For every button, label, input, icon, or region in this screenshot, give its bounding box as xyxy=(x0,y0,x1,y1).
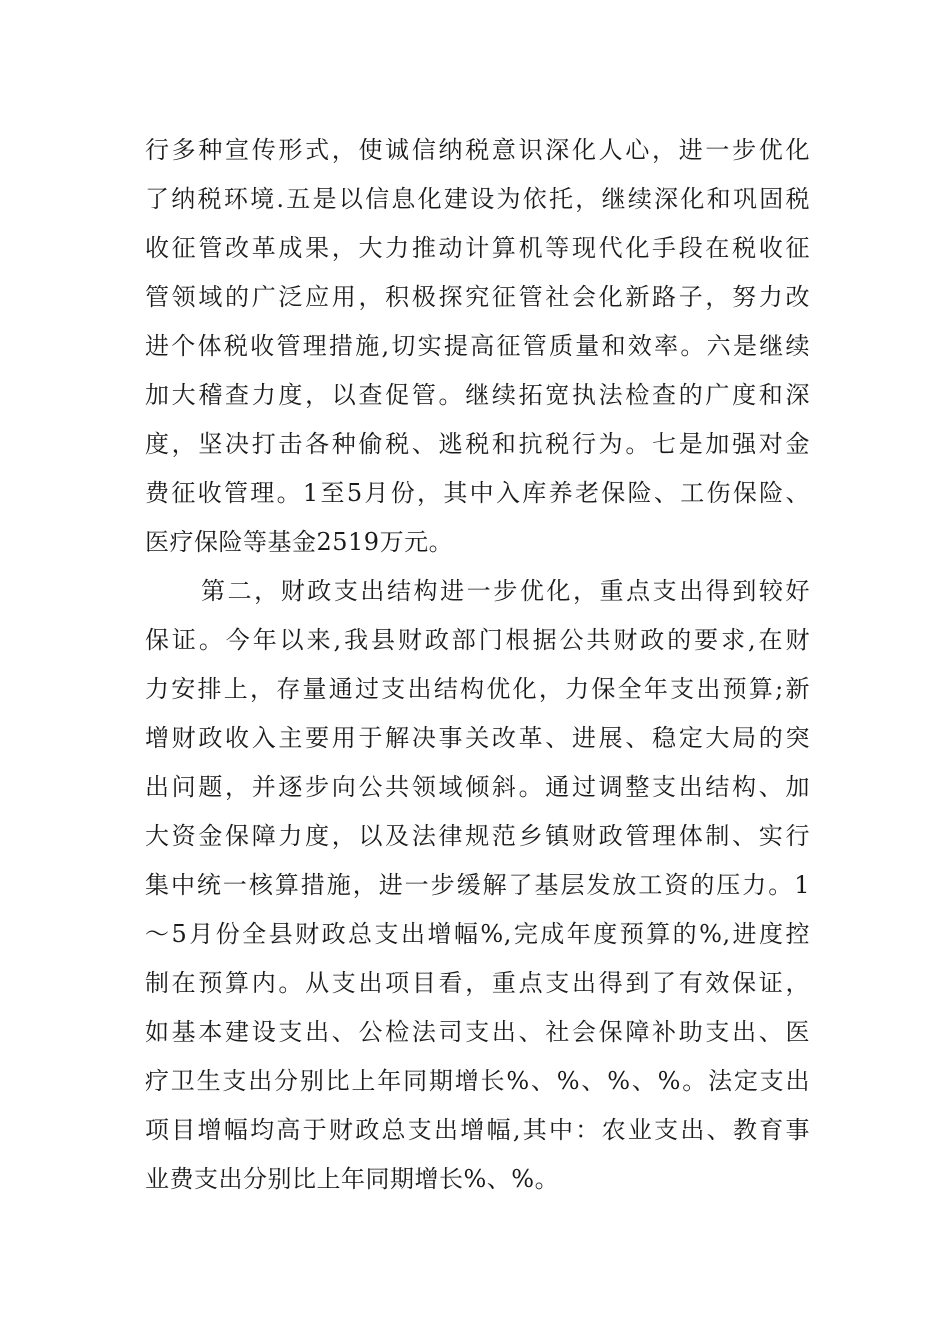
text-line: 集中统一核算措施，进一步缓解了基层发放工资的压力。1 xyxy=(145,871,810,899)
text-line: 收征管改革成果，大力推动计算机等现代化手段在税收征 xyxy=(145,234,810,262)
text-line: 大资金保障力度，以及法律规范乡镇财政管理体制、实行 xyxy=(145,822,810,850)
text-line: 业费支出分别比上年同期增长%、%。 xyxy=(145,1165,560,1193)
text-line: ～5月份全县财政总支出增幅%,完成年度预算的%,进度控 xyxy=(145,920,810,948)
text-line: 管领域的广泛应用，积极探究征管社会化新路子，努力改 xyxy=(145,283,810,311)
text-line: 了纳税环境.五是以信息化建设为依托，继续深化和巩固税 xyxy=(145,185,810,213)
text-line: 保证。今年以来,我县财政部门根据公共财政的要求,在财 xyxy=(145,626,810,654)
text-line: 出问题，并逐步向公共领域倾斜。通过调整支出结构、加 xyxy=(145,773,810,801)
text-line: 疗卫生支出分别比上年同期增长%、%、%、%。法定支出 xyxy=(145,1067,810,1095)
text-line: 进个体税收管理措施,切实提高征管质量和效率。六是继续 xyxy=(145,332,810,360)
text-line: 度，坚决打击各种偷税、逃税和抗税行为。七是加强对金 xyxy=(145,430,810,458)
text-line: 加大稽查力度，以查促管。继续拓宽执法检查的广度和深 xyxy=(145,381,810,409)
text-line: 增财政收入主要用于解决事关改革、进展、稳定大局的突 xyxy=(145,724,810,752)
text-line: 行多种宣传形式，使诚信纳税意识深化人心，进一步优化 xyxy=(145,136,810,164)
text-line: 力安排上，存量通过支出结构优化，力保全年支出预算;新 xyxy=(145,675,810,703)
text-line: 费征收管理。1至5月份，其中入库养老保险、工伤保险、 xyxy=(145,479,810,507)
text-line: 如基本建设支出、公检法司支出、社会保障补助支出、医 xyxy=(145,1018,810,1046)
text-line: 制在预算内。从支出项目看，重点支出得到了有效保证， xyxy=(145,969,810,997)
text-line: 第二，财政支出结构进一步优化，重点支出得到较好 xyxy=(201,577,810,605)
text-line: 医疗保险等基金2519万元。 xyxy=(145,528,454,556)
text-line: 项目增幅均高于财政总支出增幅,其中：农业支出、教育事 xyxy=(145,1116,810,1144)
